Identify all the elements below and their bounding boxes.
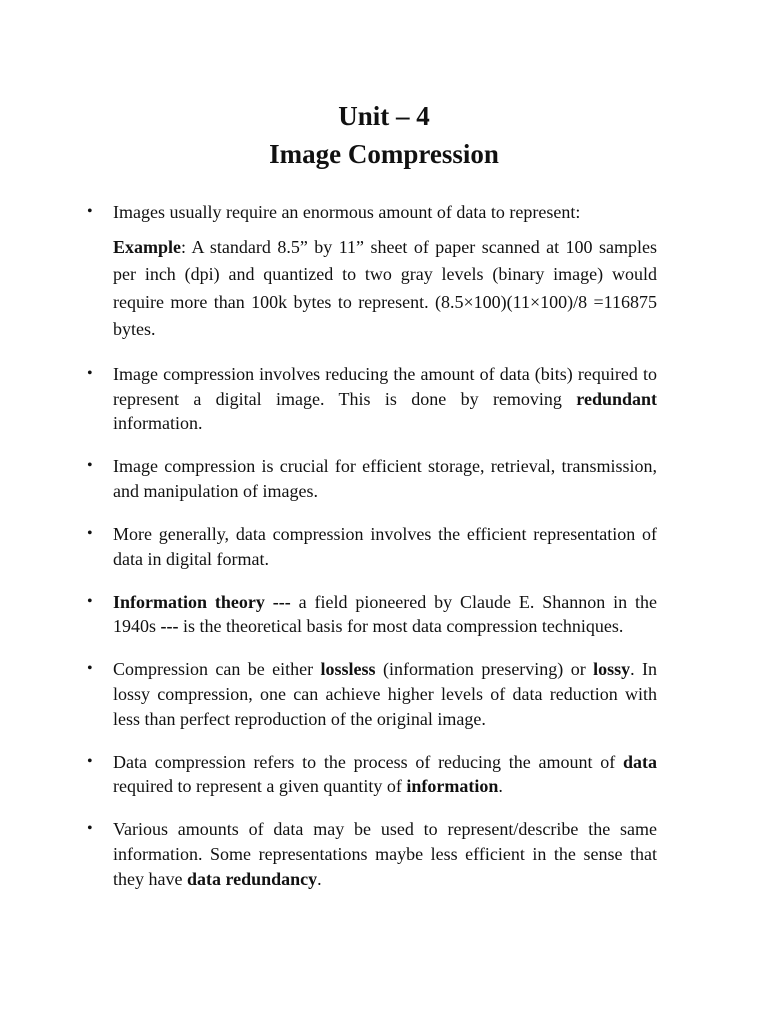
bullet-text (113, 362, 657, 436)
list-item (87, 522, 657, 571)
bold-term: information (406, 776, 499, 797)
list-item (87, 657, 657, 731)
text-segment: Data compression refers to the process of reducing the amount of (113, 751, 623, 772)
bullet-marker: • (87, 820, 93, 838)
bullet-text (113, 817, 657, 891)
bullet-text (113, 657, 657, 731)
bullet-text (113, 590, 657, 639)
bold-term: lossy (593, 659, 631, 680)
text-segment: . In lossy compression, one can achieve higher levels of data reduction with less than perfect reproduction of the original image. (113, 659, 658, 729)
text-segment: Image compression involves reducing the amount of data (bits) required to represent a digital image. This is done by removing (113, 364, 657, 409)
example-paragraph (113, 234, 657, 344)
text-segment: is the theoretical basis for most data compression techniques. (178, 616, 624, 637)
bullet-marker: • (87, 457, 93, 475)
bullet-marker: • (87, 752, 93, 770)
bullet-marker: • (87, 592, 93, 610)
bold-term: data redundancy (186, 868, 318, 889)
topic-heading: Image Compression (269, 139, 499, 169)
bold-term: redundant (576, 388, 657, 409)
text-segment: . (317, 868, 322, 889)
bullet-marker: • (87, 203, 93, 220)
bold-term: lossless (320, 659, 376, 680)
bullet-marker: • (87, 525, 93, 543)
list-item (87, 590, 657, 639)
example-text: : A standard 8.5” by 11” sheet of paper scanned at 100 samples per inch (dpi) and quantized to two gray levels (binary image) would require more than 100k bytes to represent. (8.5×100)(11×100)/8 =116875 bytes. (113, 236, 657, 340)
bold-term: data (622, 751, 657, 772)
list-item (87, 817, 657, 891)
text-segment: . (498, 776, 503, 797)
list-item (87, 362, 657, 436)
text-segment: a field pioneered by Claude E. Shannon in the 1940s (113, 591, 657, 637)
list-item (87, 454, 657, 503)
list-item (87, 750, 657, 799)
bullet-marker: • (87, 660, 93, 678)
page-title (0, 97, 768, 173)
text-segment: required to represent a given quantity of (113, 776, 407, 797)
text-segment: information. (113, 413, 203, 434)
text-segment: Various amounts of data may be used to represent/describe the same information. Some representations maybe less efficient in the sense that they have (113, 819, 657, 889)
bullet-text: Images usually require an enormous amount of data to represent: (113, 202, 581, 222)
bullet-text: Image compression is crucial for efficient storage, retrieval, transmission, and manipulation of images. (113, 456, 657, 501)
bullet-marker: • (87, 365, 93, 383)
unit-heading: Unit – 4 (338, 101, 430, 131)
bullet-list (87, 200, 657, 910)
bullet-text (113, 750, 657, 799)
text-segment: (information preserving) or (375, 659, 594, 680)
bold-term: Information theory --- (113, 591, 291, 612)
bold-term: --- (160, 616, 179, 637)
example-label: Example (113, 236, 182, 257)
bullet-text: More generally, data compression involves the efficient representation of data in digital format. (113, 524, 657, 569)
list-item (87, 200, 657, 344)
text-segment: Compression can be either (113, 659, 321, 680)
